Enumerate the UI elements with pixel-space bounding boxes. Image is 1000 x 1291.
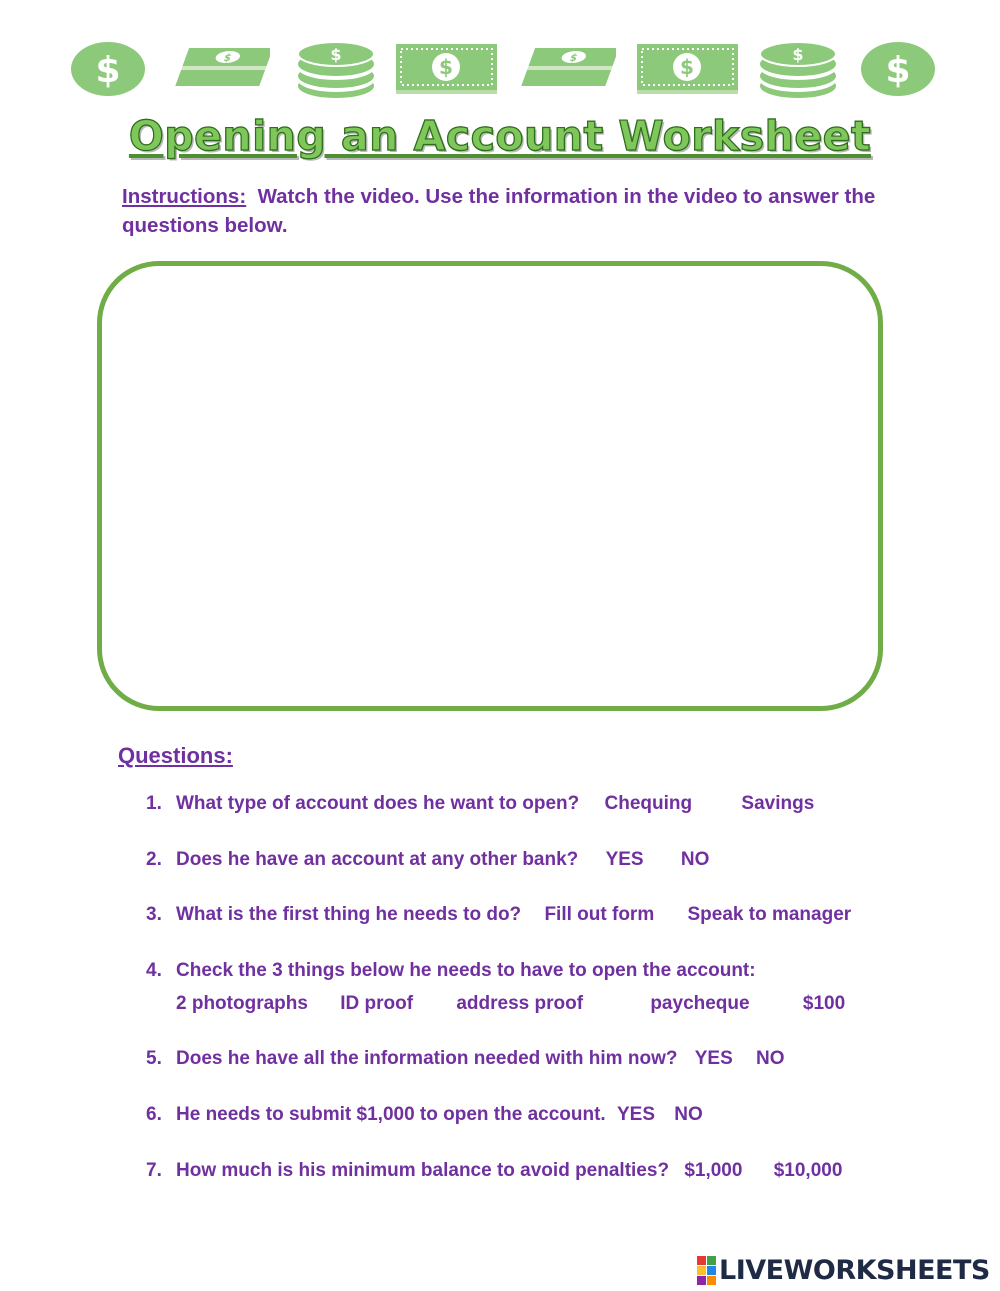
- header-icon-row: [0, 40, 1000, 100]
- instructions: [122, 182, 882, 240]
- svg-text:$: $: [439, 55, 453, 79]
- question-number: 1.: [146, 793, 162, 814]
- question-text: Does he have all the information needed with him now?: [176, 1048, 678, 1069]
- question-number: 3.: [146, 904, 162, 925]
- question-6: [146, 1103, 703, 1127]
- svg-text:$: $: [221, 52, 234, 64]
- dollar-coin-icon: [860, 40, 936, 98]
- logo-mark-icon: [697, 1256, 716, 1285]
- liveworksheets-logo: [697, 1255, 990, 1285]
- question-text: What type of account does he want to open?: [176, 793, 580, 814]
- option-yes[interactable]: YES: [616, 1104, 656, 1125]
- option-chequing[interactable]: Chequing: [604, 793, 693, 814]
- question-4-options: [176, 992, 845, 1016]
- logo-text: LIVEWORKSHEETS: [719, 1254, 990, 1286]
- svg-text:$: $: [885, 50, 911, 91]
- question-7: [146, 1159, 842, 1183]
- option-speak-to-manager[interactable]: Speak to manager: [687, 904, 852, 925]
- question-number: 4.: [146, 960, 162, 981]
- question-text: Check the 3 things below he needs to have to open the account:: [176, 960, 756, 981]
- questions-heading: Questions:: [118, 743, 233, 768]
- option-100[interactable]: $100: [802, 993, 846, 1014]
- option-no[interactable]: NO: [674, 1104, 703, 1125]
- cash-stack-icon: [168, 40, 270, 98]
- cash-stack-icon: [514, 40, 616, 98]
- option-id-proof[interactable]: ID proof: [340, 993, 414, 1014]
- question-text: What is the first thing he needs to do?: [176, 904, 522, 925]
- svg-text:$: $: [567, 52, 580, 64]
- video-frame[interactable]: [97, 261, 883, 711]
- option-no[interactable]: NO: [756, 1048, 785, 1069]
- instructions-text: Watch the video. Use the information in the video to answer the questions below.: [122, 185, 876, 237]
- question-2: [146, 848, 709, 872]
- option-yes[interactable]: YES: [694, 1048, 733, 1069]
- option-1000[interactable]: $1,000: [684, 1160, 743, 1181]
- coin-stack-icon: [758, 40, 838, 100]
- question-text: How much is his minimum balance to avoid penalties?: [176, 1160, 670, 1181]
- option-fill-out-form[interactable]: Fill out form: [544, 904, 655, 925]
- question-3: [146, 903, 851, 927]
- option-address-proof[interactable]: address proof: [456, 993, 584, 1014]
- instructions-label: Instructions:: [122, 185, 247, 208]
- question-4: [146, 959, 756, 983]
- option-paycheque[interactable]: paycheque: [650, 993, 750, 1014]
- question-number: 7.: [146, 1160, 162, 1181]
- option-savings[interactable]: Savings: [741, 793, 815, 814]
- banknote-icon: [395, 40, 498, 96]
- question-number: 6.: [146, 1104, 162, 1125]
- svg-text:$: $: [792, 45, 804, 64]
- question-text: Does he have an account at any other bank?: [176, 849, 579, 870]
- banknote-icon: [636, 40, 739, 96]
- question-number: 2.: [146, 849, 162, 870]
- svg-text:$: $: [680, 55, 694, 79]
- question-1: [146, 792, 814, 816]
- svg-text:$: $: [330, 45, 342, 64]
- option-yes[interactable]: YES: [605, 849, 644, 870]
- option-10000[interactable]: $10,000: [773, 1160, 843, 1181]
- option-no[interactable]: NO: [680, 849, 710, 870]
- question-number: 5.: [146, 1048, 162, 1069]
- dollar-coin-icon: [70, 40, 146, 98]
- page-title: Opening an Account Worksheet: [128, 112, 872, 160]
- question-text: He needs to submit $1,000 to open the account.: [176, 1104, 606, 1125]
- option-2-photographs[interactable]: 2 photographs: [176, 993, 308, 1014]
- coin-stack-icon: [296, 40, 376, 100]
- question-5: [146, 1047, 785, 1071]
- svg-text:$: $: [95, 50, 121, 91]
